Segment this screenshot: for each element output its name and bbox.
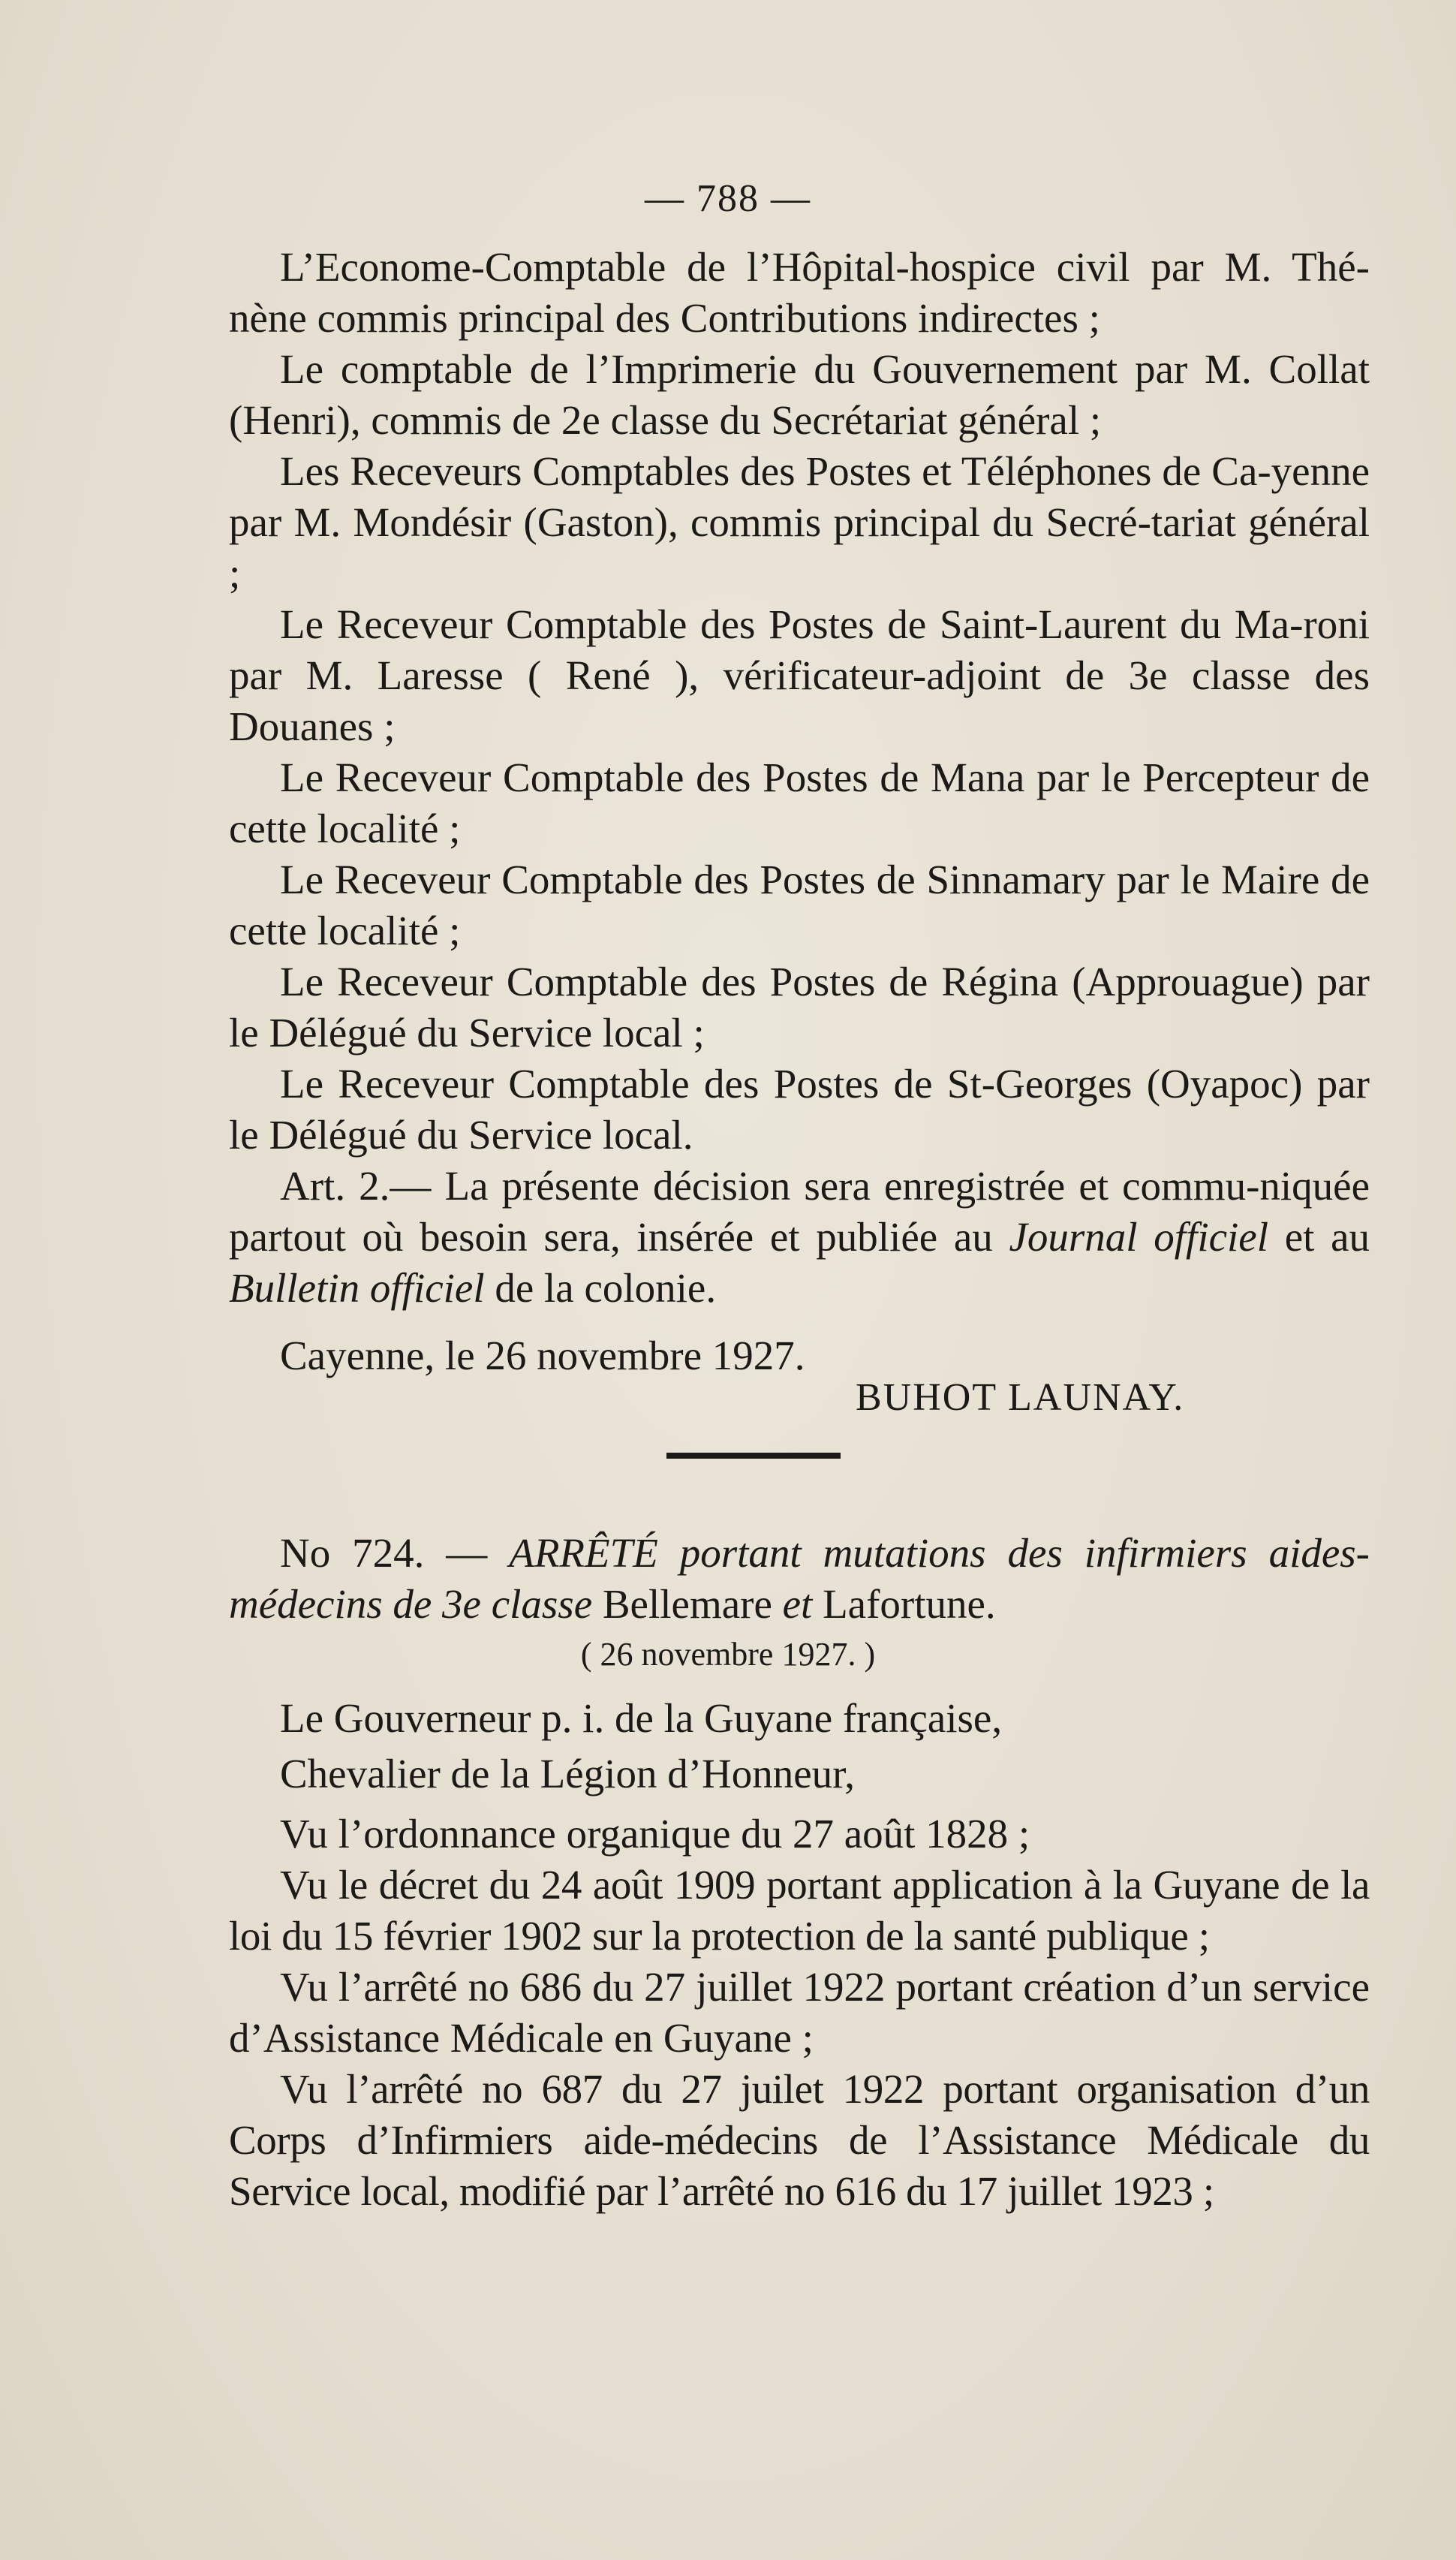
place-date: Cayenne, le 26 novembre 1927. [280,1333,805,1378]
signature: BUHOT LAUNAY. [856,1376,1185,1419]
decree-title-italic: ARRÊTÉ portant mutations des infirmiers aides-médecins de 3e classe [229,1530,1370,1627]
decree-et: et [782,1581,813,1627]
designation-paragraph: Le comptable de l’Imprimerie du Gouvernement par M. Collat (Henri), commis de 2e classe du Secrétariat général ; [229,346,1370,443]
decree-heading [229,1528,1370,1630]
journal-officiel-title: Journal officiel [1009,1214,1269,1260]
decree-title [229,1528,1370,1630]
decree-names-a: Bellemare [592,1581,783,1627]
decree-body [229,1693,1370,2217]
designation-paragraph: Le Receveur Comptable des Postes de Mana par le Percepteur de cette localité ; [229,754,1370,851]
designation-paragraph: Le Receveur Comptable des Postes de St-Georges (Oyapoc) par le Délégué du Service local. [229,1061,1370,1158]
article-2-tail: de la colonie. [484,1265,717,1311]
visa-paragraph: Vu l’ordonnance organique du 27 août 1828 ; [280,1811,1030,1857]
page-number: — 788 — [645,177,811,220]
bulletin-officiel-title: Bulletin officiel [229,1265,485,1311]
article-2-paragraph [229,1161,1370,1314]
designation-paragraph: L’Econome-Comptable de l’Hôpital-hospice civil par M. Thé-nène commis principal des Contributions indirectes ; [229,244,1370,341]
chevalier-line: Chevalier de la Légion d’Honneur, [280,1751,855,1797]
section-divider [666,1453,841,1459]
designation-paragraph: Les Receveurs Comptables des Postes et Téléphones de Ca-yenne par M. Mondésir (Gaston), commis principal du Secré-tariat général ; [229,448,1370,596]
designations-list [229,242,1370,1381]
decree-dash: — [424,1530,510,1576]
visa-paragraph: Vu l’arrêté no 687 du 27 juilet 1922 portant organisation d’un Corps d’Infirmiers aide-médecins de l’Assistance Médicale du Service local, modifié par l’arrêté no 616 du 17 juillet 1923 ; [229,2066,1370,2214]
governor-line: Le Gouverneur p. i. de la Guyane française, [280,1695,1003,1741]
article-2-mid: et au [1268,1214,1370,1260]
decree-number: No 724. [280,1530,425,1576]
visa-paragraph: Vu l’arrêté no 686 du 27 juillet 1922 portant création d’un service d’Assistance Médicale en Guyane ; [229,1964,1370,2061]
article-2-lead: Art. 2.— La présente décision sera enregistrée et commu-niquée partout où besoin sera, insérée et publiée au [229,1163,1370,1260]
designation-paragraph: Le Receveur Comptable des Postes de Saint-Laurent du Ma-roni par M. Laresse ( René ), vérificateur-adjoint de 3e classe des Douanes ; [229,601,1370,749]
decree-names-b: Lafortune. [812,1581,996,1627]
designation-paragraph: Le Receveur Comptable des Postes de Sinnamary par le Maire de cette localité ; [229,857,1370,953]
designation-paragraph: Le Receveur Comptable des Postes de Régina (Approuague) par le Délégué du Service local ; [229,959,1370,1056]
visa-paragraph: Vu le décret du 24 août 1909 portant application à la Guyane de la loi du 15 février 1902 sur la protection de la santé publique ; [229,1862,1370,1959]
decree-date: ( 26 novembre 1927. ) [580,1636,876,1673]
